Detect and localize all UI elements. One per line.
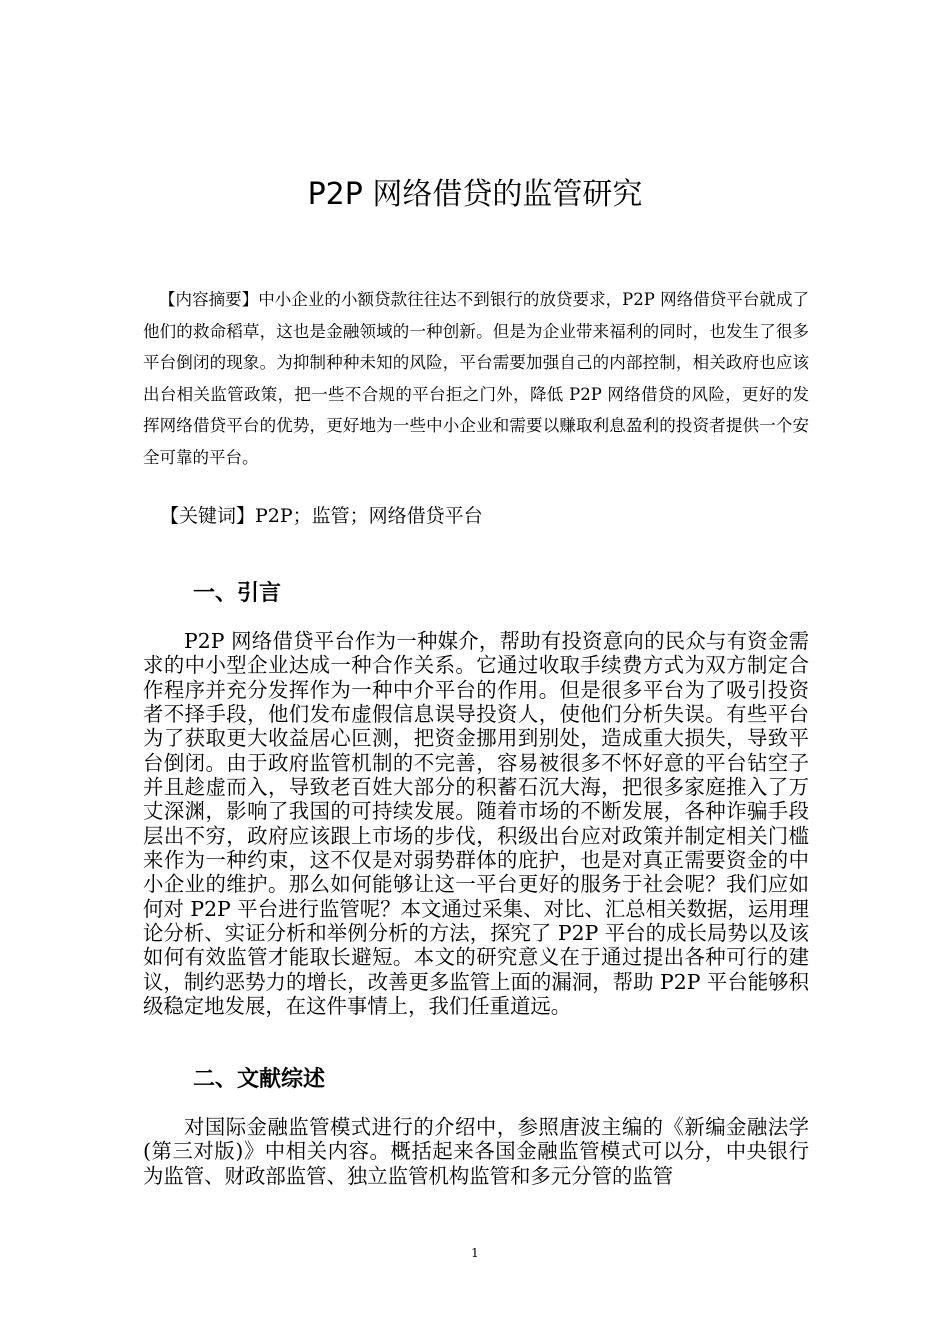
page-number: 1 (471, 1246, 479, 1260)
keywords-label: 【关键词】 (160, 505, 256, 527)
section-paragraph-introduction: P2P 网络借贷平台作为一种媒介，帮助有投资意向的民众与有资金需求的中小型企业达成一种合作关系。它通过收取手续费方式为双方制定合作程序并充分发挥作为一种中介平台的作用。但是很多平台为了吸引投资者不择手段，他们发布虚假信息误导投资人，使他们分析失误。有些平台为了获取更大收益居心叵测，把资金挪用到别处，造成重大损失，导致平台倒闭。由于政府监管机制的不完善，容易被很多不怀好意的平台钻空子并且趁虚而入，导致老百姓大部分的积蓄石沉大海，把很多家庭推入了万丈深渊，影响了我国的可持续发展。随着市场的不断发展，各种诈骗手段层出不穷，政府应该跟上市场的步伐，积级出台应对政策并制定相关门槛来作为一种约束，这不仅是对弱势群体的庇护，也是对真正需要资金的中小企业的维护。那么如何能够让这一平台更好的服务于社会呢？我们应如何对 P2P 平台进行监管呢？本文通过采集、对比、汇总相关数据，运用理论分析、实证分析和举例分析的方法，探究了 P2P 平台的成长局势以及该如何有效监管才能取长避短。本文的研究意义在于通过提出各种可行的建议，制约恶势力的增长，改善更多监管上面的漏洞，帮助 P2P 平台能够积级稳定地发展，在这件事情上，我们任重道远。 (143, 629, 809, 1019)
document-title: P2P 网络借贷的监管研究 (307, 177, 643, 212)
keywords-text: P2P；监管；网络借贷平台 (255, 505, 483, 527)
section-heading-literature-review: 二、文献综述 (193, 1067, 326, 1092)
section-heading-introduction: 一、引言 (193, 581, 282, 606)
keywords (160, 500, 810, 532)
abstract-label: 【内容摘要】 (159, 290, 259, 309)
abstract (143, 284, 809, 473)
abstract-text: 中小企业的小额贷款往往达不到银行的放贷要求，P2P 网络借贷平台就成了他们的救命稻草，这也是金融领域的一种创新。但是为企业带来福利的同时，也发生了很多平台倒闭的现象。为抑制种种未知的风险，平台需要加强自己的内部控制，相关政府也应该出台相关监管政策，把一些不合规的平台拒之门外，降低 P2P 网络借贷的风险，更好的发挥网络借贷平台的优势，更好地为一些中小企业和需要以赚取利息盈利的投资者提供一个安全可靠的平台。 (143, 290, 810, 467)
section-paragraph-literature-review: 对国际金融监管模式进行的介绍中，参照唐波主编的《新编金融法学(第三对版)》中相关内容。概括起来各国金融监管模式可以分，中央银行为监管、财政部监管、独立监管机构监管和多元分管的监管 (143, 1115, 809, 1188)
